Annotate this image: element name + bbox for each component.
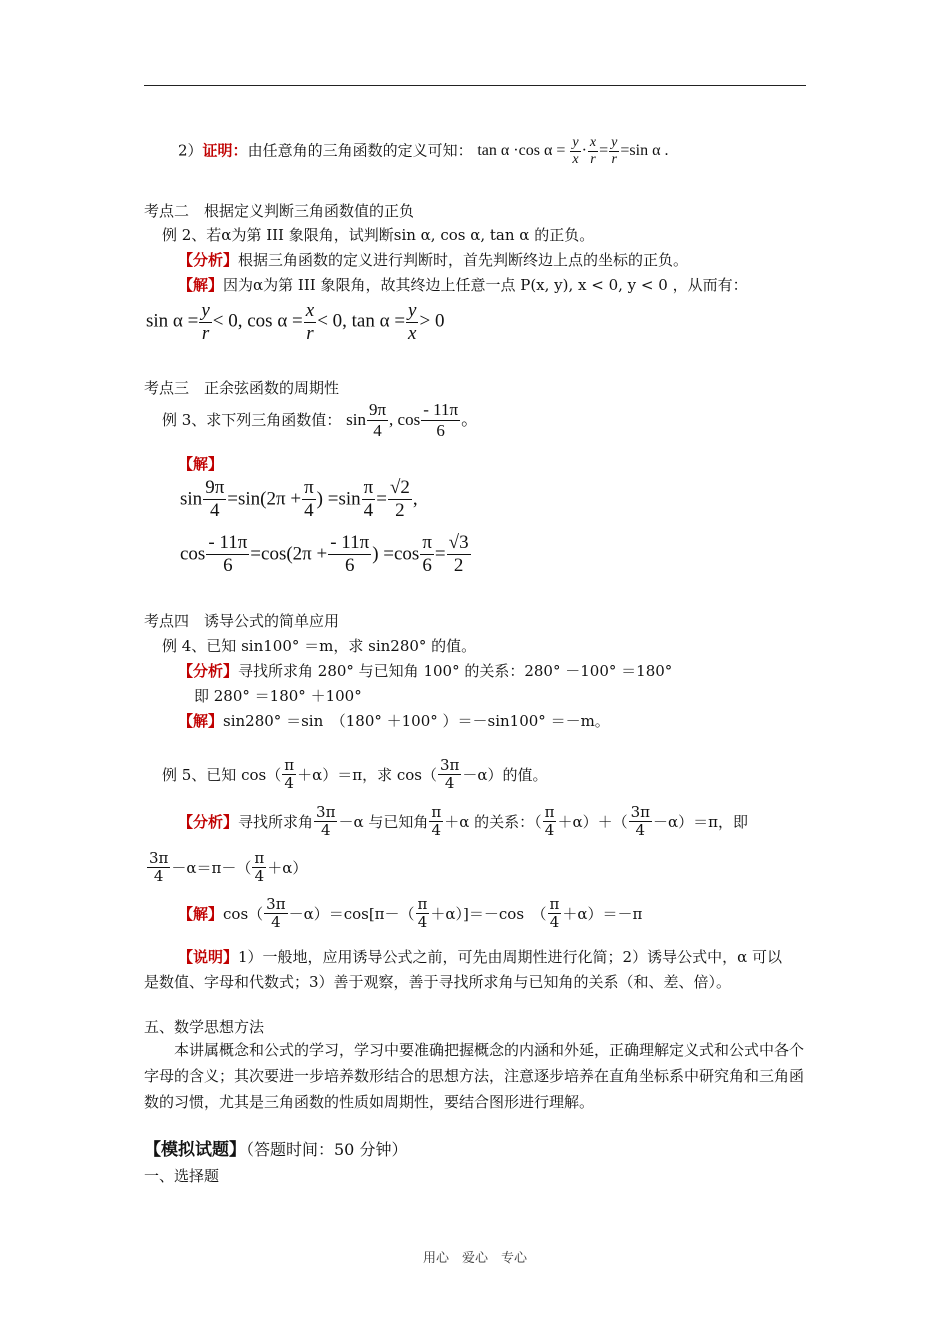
solution-line: 【解】因为α为第 III 象限角，故其终边上任意一点 P(x, y), x < 0, y < 0 ，从而有：	[178, 276, 748, 294]
fraction: $\frac{y}{r}$	[611, 135, 618, 168]
example-5: 例 5、已知 cos（ $\frac{\pi}{4}$ ＋α）＝π，求 cos（ $\frac{3\pi}{4}$ －α）的值。	[162, 756, 548, 793]
fraction: $\frac{y}{r}$	[201, 300, 210, 344]
proof-text: 由任意角的三角函数的定义可知：	[247, 141, 473, 160]
section-title: 考点四 诱导公式的简单应用	[144, 612, 340, 630]
example-2: 例 2、若α为第 III 象限角，试判断sin α, cos α, tan α 的正负。	[162, 226, 595, 244]
fraction: $\frac{y}{x}$	[408, 300, 417, 344]
analysis-line: 【分析】根据三角函数的定义进行判断时，首先判断终边上点的坐标的正负。	[178, 251, 689, 269]
method-paragraph: 本讲属概念和公式的学习，学习中要准确把握概念的内涵和外延，正确理解定义式和公式中各个字母的含义；其次要进一步培养数形结合的思想方法，注意逐步培养在直角坐标系中研究角和三角函数的习惯，尤其是三角函数的性质如周期性，要结合图形进行理解。	[144, 1041, 805, 1111]
proof-label: 证明：	[202, 141, 248, 160]
analysis-line-2: $\frac{3\pi}{4}$ －α＝π－（ $\frac{\pi}{4}$ ＋α）	[149, 849, 308, 886]
note-line: 【说明】1）一般地，应用诱导公式之前，可先由周期性进行化简；2）诱导公式中，α 可以	[178, 948, 783, 966]
fraction: $\frac{x}{r}$	[589, 135, 597, 168]
note-line-2: 是数值、字母和代数式；3）善于观察，善于寻找所求角与已知角的关系（和、差、倍）。	[144, 973, 732, 991]
proof-line	[178, 135, 668, 168]
analysis-line: 【分析】寻找所求角 280° 与已知角 100° 的关系：280° －100° ＝180°	[178, 662, 673, 680]
proof-formula: tan α ·cos α = $\frac{y}{x}$ · $\frac{x}{r}$ = $\frac{y}{r}$ =sin α .	[477, 135, 669, 168]
analysis-line-2: 即 280° ＝180° ＋100°	[194, 687, 362, 705]
section-title: 考点三 正余弦函数的周期性	[144, 379, 340, 397]
section-title: 考点二 根据定义判断三角函数值的正负	[144, 202, 415, 220]
sin-derivation: sin $\frac{9\pi}{4}$ =sin(2π + $\frac{\pi}{4}$ ) =sin $\frac{\pi}{4}$ = $\frac{√2}{2}$ ,	[180, 477, 418, 521]
item-number: 2）	[178, 141, 203, 160]
solution-line: 【解】cos（ $\frac{3\pi}{4}$ －α）＝cos[π－（ $\frac{\pi}{4}$ ＋α）]＝－cos （ $\frac{\pi}{4}$ ＋α）＝－π	[178, 895, 643, 932]
example-3: 例 3、求下列三角函数值： sin $\frac{9\pi}{4}$ , cos $\frac{- 11\pi}{6}$ 。	[162, 400, 479, 440]
section-title: 五、数学思想方法	[144, 1018, 265, 1036]
fraction: $\frac{y}{x}$	[572, 135, 579, 168]
cos-derivation: cos $\frac{- 11\pi}{6}$ =cos(2π + $\frac{- 11\pi}{6}$ ) =cos $\frac{\pi}{6}$ = $\frac{√3}{2}$	[180, 532, 469, 576]
solution-line: 【解】sin280° ＝sin （180° ＋100° ）＝－sin100° ＝－m。	[178, 712, 610, 730]
solution-label: 【解】	[178, 455, 224, 473]
example-4: 例 4、已知 sin100° ＝m，求 sin280° 的值。	[162, 637, 477, 655]
header-rule	[144, 85, 806, 86]
section-title: 一、选择题	[144, 1167, 220, 1185]
fraction: $\frac{x}{r}$	[305, 300, 315, 344]
mock-test-heading: 【模拟试题】（答题时间：50 分钟）	[144, 1140, 408, 1160]
page-footer: 用心 爱心 专心	[422, 1251, 527, 1266]
sign-formula: sin α = $\frac{y}{r}$ < 0, cos α = $\frac{x}{r}$ < 0, tan α = $\frac{y}{x}$ > 0	[146, 300, 445, 344]
analysis-line: 【分析】寻找所求角 $\frac{3\pi}{4}$ －α 与已知角 $\frac{\pi}{4}$ ＋α 的关系：（ $\frac{\pi}{4}$ ＋α）＋（ $\frac{3\pi}{4}$ －α）＝π，即	[178, 803, 749, 840]
